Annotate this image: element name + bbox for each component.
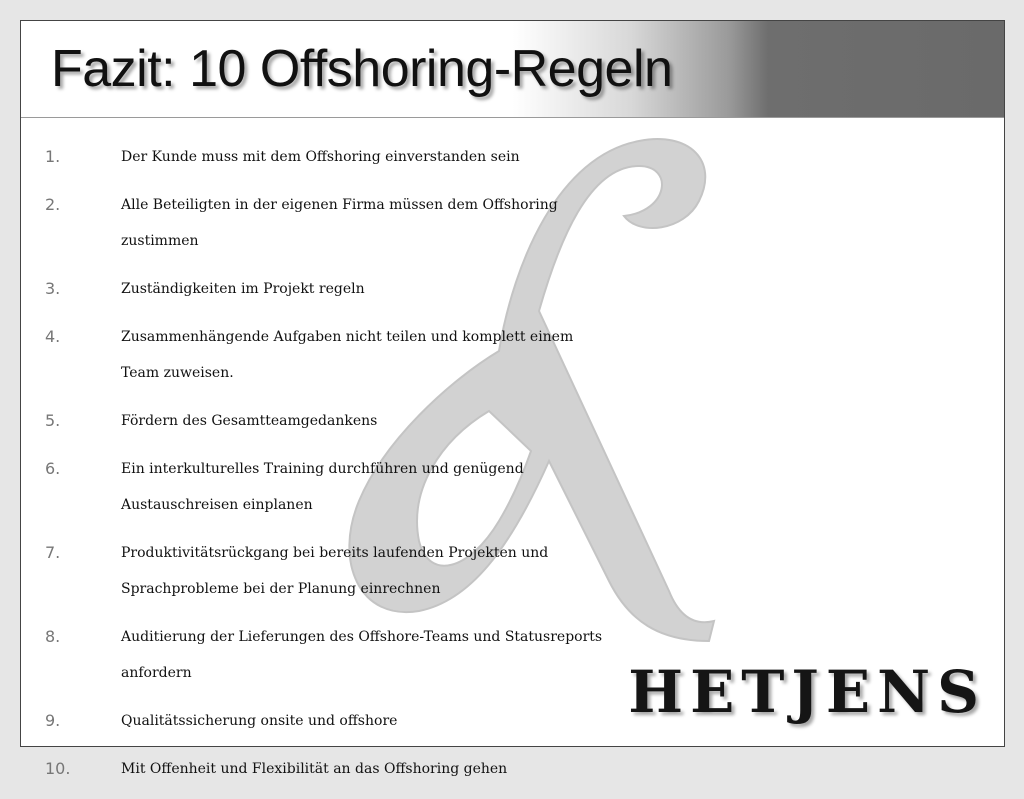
list-number: 7. [45,543,61,562]
list-text: Qualitätssicherung onsite und offshore [121,713,398,729]
list-text: Der Kunde muss mit dem Offshoring einverstanden sein [121,149,520,165]
rules-list [21,139,641,799]
list-text: Fördern des Gesamtteamgedankens [121,413,378,429]
list-number: 1. [45,147,61,166]
list-number: 8. [45,627,61,646]
list-text: Zuständigkeiten im Projekt regeln [121,281,365,297]
list-text: Zusammenhängende Aufgaben nicht teilen und komplett einem Team zuweisen. [121,329,574,381]
list-item [21,319,641,391]
slide [20,20,1005,778]
list-number: 3. [45,279,61,298]
company-logo: HETJENS [628,658,986,726]
list-number: 10. [45,759,71,778]
list-item [21,451,641,523]
list-item [21,139,641,175]
list-number: 5. [45,411,61,430]
list-text: Mit Offenheit und Flexibilität an das Offshoring gehen [121,761,508,777]
slide-title: Fazit: 10 Offshoring-Regeln [51,40,673,98]
list-number: 6. [45,459,61,478]
list-item [21,619,641,691]
list-number: 4. [45,327,61,346]
list-number: 9. [45,711,61,730]
list-item [21,751,641,787]
list-item [21,703,641,739]
list-item [21,403,641,439]
list-item [21,535,641,607]
title-bar [21,21,1004,118]
list-text: Produktivitätsrückgang bei bereits laufenden Projekten und Sprachprobleme bei der Planung einrechnen [121,545,549,597]
list-number: 2. [45,195,61,214]
list-item [21,271,641,307]
list-item [21,187,641,259]
list-text: Ein interkulturelles Training durchführen und genügend Austauschreisen einplanen [121,461,524,513]
list-text: Alle Beteiligten in der eigenen Firma müssen dem Offshoring zustimmen [121,197,558,249]
list-text: Auditierung der Lieferungen des Offshore-Teams und Statusreports anfordern [121,629,603,681]
